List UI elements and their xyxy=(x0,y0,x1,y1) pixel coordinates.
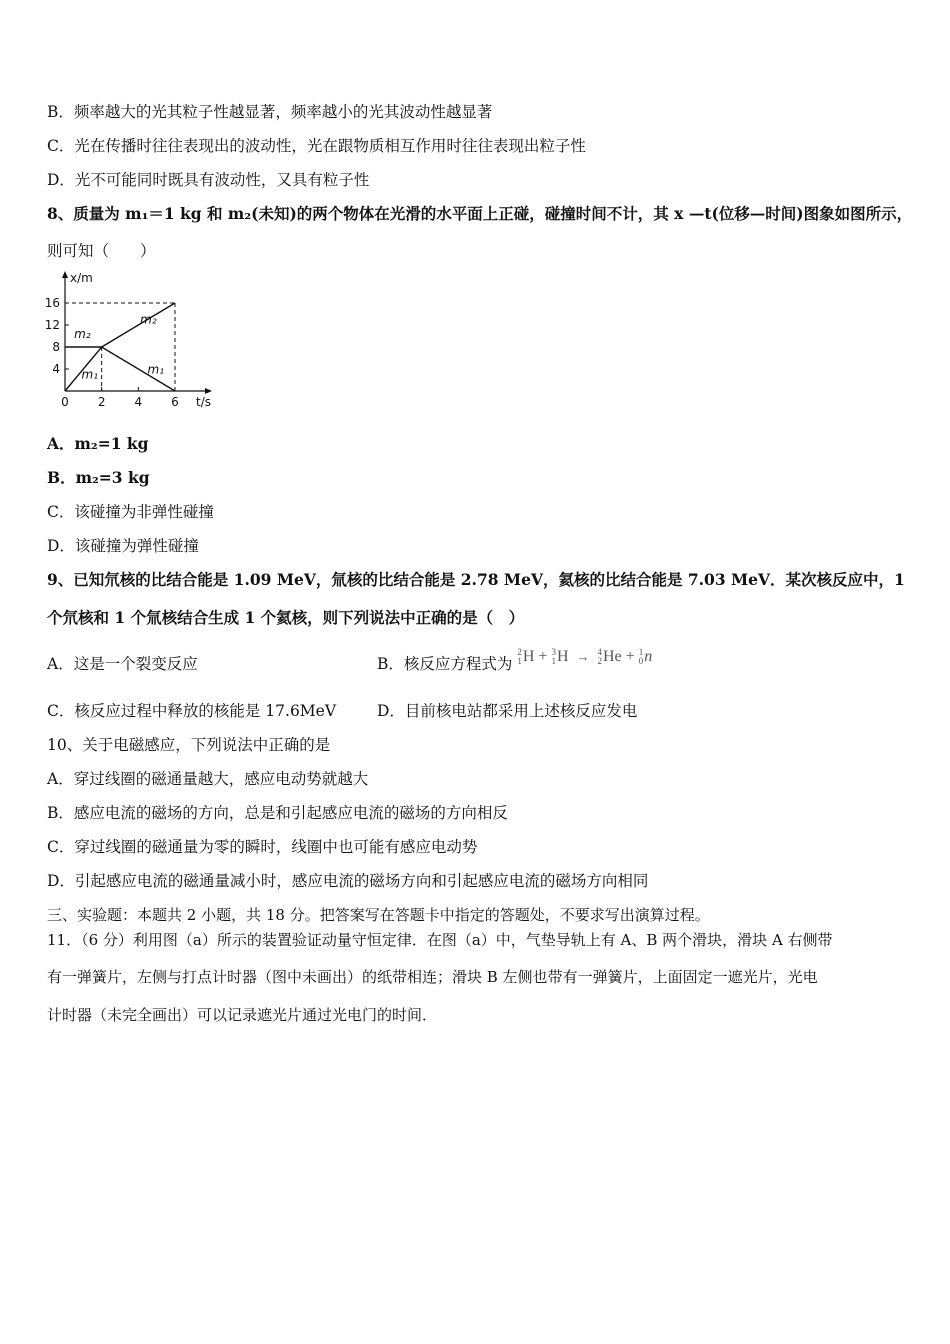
plus-sign-1: + xyxy=(538,648,548,665)
q9-option-b xyxy=(377,647,653,675)
q8-option-c: C．该碰撞为非弹性碰撞 xyxy=(47,503,214,521)
q8-stem-line1: 8、质量为 m₁＝1 kg 和 m₂(未知)的两个物体在光滑的水平面上正碰，碰撞时间不计，其 x —t(位移—时间)图象如图所示， xyxy=(47,204,913,223)
h2-symbol: H xyxy=(522,648,535,665)
q10-option-d: D．引起感应电流的磁通量减小时，感应电流的磁场方向和引起感应电流的磁场方向相同 xyxy=(47,872,649,890)
x-tick-label-4: 4 xyxy=(134,395,143,409)
y-tick-label-8: 8 xyxy=(52,340,60,354)
y-tick-label-16: 16 xyxy=(44,296,60,310)
n-iso: 1 0 xyxy=(638,647,644,667)
q11-line2: 有一弹簧片，左侧与打点计时器（图中未画出）的纸带相连；滑块 B 左侧也带有一弹簧片，上面固定一遮光片，光电 xyxy=(47,968,818,986)
he-iso: 4 2 xyxy=(597,647,602,667)
q9-stem-line1: 9、已知氘核的比结合能是 1.09 MeV，氚核的比结合能是 2.78 MeV，氦核的比结合能是 7.03 MeV．某次核反应中，1 xyxy=(47,570,905,589)
q7-option-d: D．光不可能同时既具有波动性，又具有粒子性 xyxy=(47,171,370,189)
q11-line1: 11．（6 分）利用图（a）所示的装置验证动量守恒定律．在图（a）中，气垫导轨上有 A、B 两个滑块，滑块 A 右侧带 xyxy=(47,931,833,949)
n-symbol: n xyxy=(644,648,653,665)
q7-option-c: C．光在传播时往往表现出的波动性，光在跟物质相互作用时往往表现出粒子性 xyxy=(47,137,586,155)
q8-stem-line2: 则可知（ ） xyxy=(47,242,156,260)
arrow-symbol: → xyxy=(576,649,590,664)
y-tick-label-4: 4 xyxy=(52,362,60,376)
q9-option-b-label: B．核反应方程式为 xyxy=(377,655,513,673)
q8-option-b: B．m₂=3 kg xyxy=(47,468,150,487)
nuclear-equation xyxy=(517,648,652,665)
q10-stem: 10、关于电磁感应，下列说法中正确的是 xyxy=(47,736,331,754)
series-label-m2-1: m₂ xyxy=(140,312,157,327)
q11-line3: 计时器（未完全画出）可以记录遮光片通过光电门的时间． xyxy=(47,1006,438,1024)
series-label-m2-0: m₂ xyxy=(74,327,91,342)
q10-option-c: C．穿过线圈的磁通量为零的瞬时，线圈中也可能有感应电动势 xyxy=(47,838,478,856)
q8-option-d: D．该碰撞为弹性碰撞 xyxy=(47,537,199,555)
x-axis-label: t/s xyxy=(196,395,211,409)
q9-stem-line2: 个氘核和 1 个氚核结合生成 1 个氦核，则下列说法中正确的是（ ） xyxy=(47,608,525,627)
q8-option-a: A．m₂=1 kg xyxy=(47,434,149,453)
h3-symbol: H xyxy=(556,648,569,665)
q10-option-a: A．穿过线圈的磁通量越大，感应电动势就越大 xyxy=(47,770,369,788)
xt-graph xyxy=(40,268,220,413)
q9-option-d: D．目前核电站都采用上述核反应发电 xyxy=(377,702,638,720)
q7-option-b: B．频率越大的光其粒子性越显著，频率越小的光其波动性越显著 xyxy=(47,103,493,121)
x-axis-arrow xyxy=(205,388,212,394)
q9-option-c: C．核反应过程中释放的核能是 17.6MeV xyxy=(47,702,337,720)
q9-option-a: A．这是一个裂变反应 xyxy=(47,655,198,673)
q10-option-b: B．感应电流的磁场的方向，总是和引起感应电流的磁场的方向相反 xyxy=(47,804,508,822)
h2-iso: 2 1 xyxy=(517,647,522,667)
section-3-heading: 三、实验题：本题共 2 小题，共 18 分。把答案写在答题卡中指定的答题处，不要求写出演算过程。 xyxy=(47,906,710,924)
he-symbol: He xyxy=(603,648,622,665)
x-tick-label-6: 6 xyxy=(171,395,179,409)
series-label-m1-0: m₁ xyxy=(81,367,98,382)
plus-sign-2: + xyxy=(625,648,635,665)
h3-iso: 3 1 xyxy=(551,647,556,667)
x-tick-label-2: 2 xyxy=(97,395,106,409)
series-label-m1-1: m₁ xyxy=(147,362,164,377)
y-axis-label: x/m xyxy=(70,271,93,285)
x-tick-label-0: 0 xyxy=(61,395,69,409)
y-axis-arrow xyxy=(62,271,68,278)
y-tick-label-12: 12 xyxy=(44,318,60,332)
